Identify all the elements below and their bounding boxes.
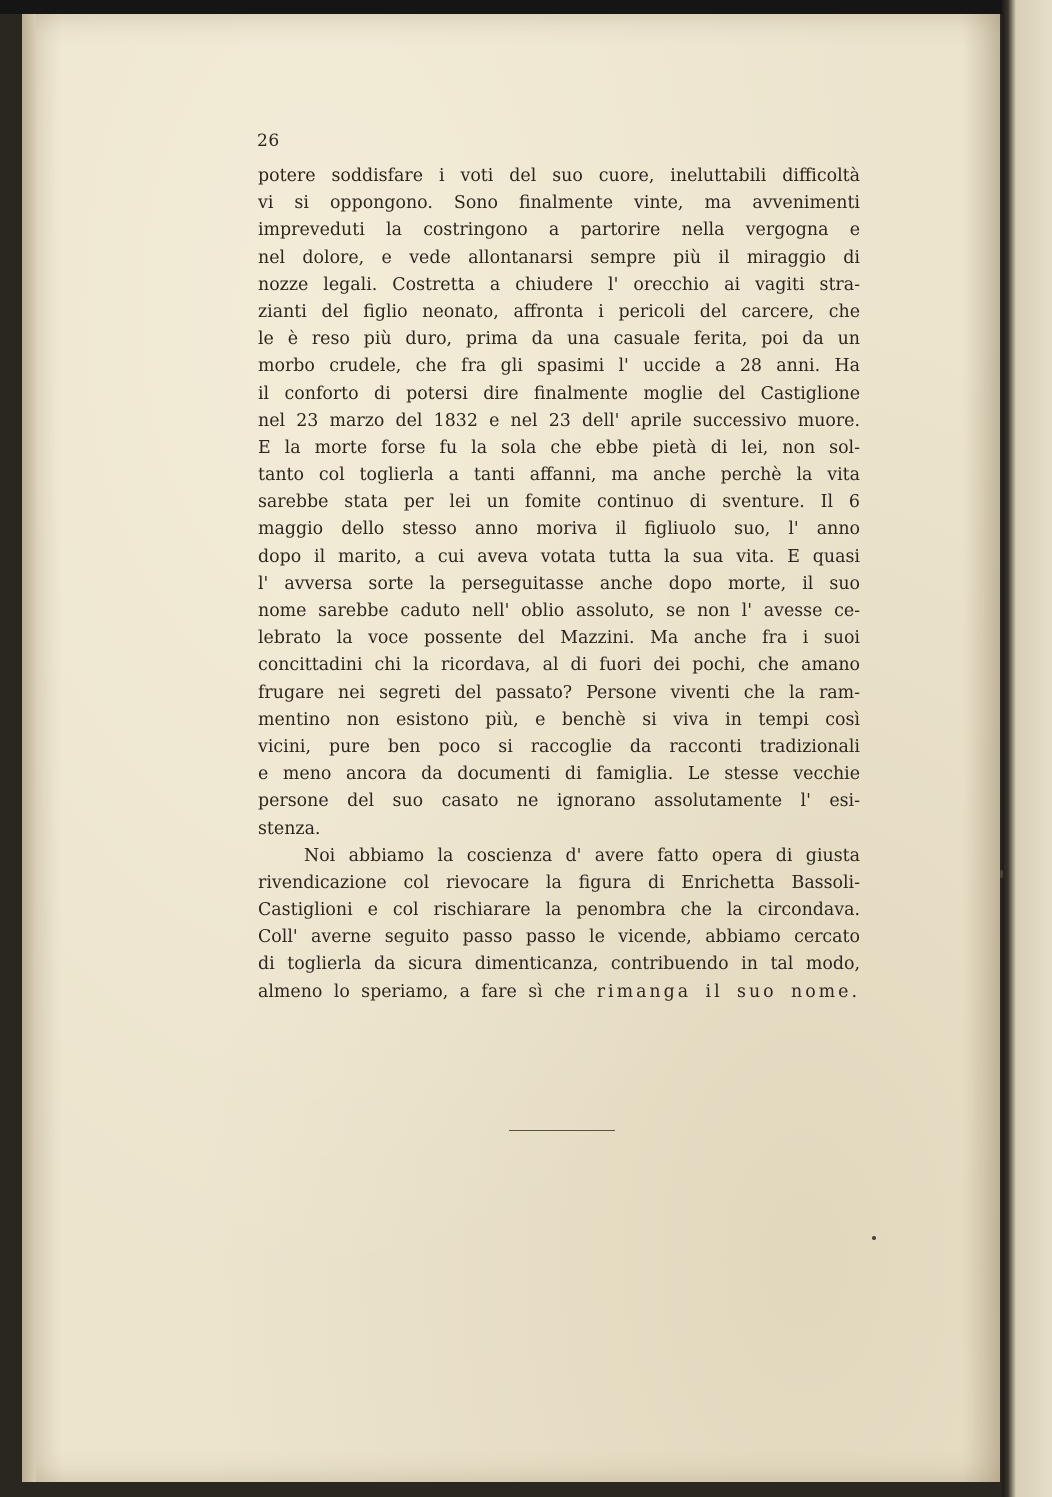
text-line: vi si oppongono. Sono finalmente vinte, ma avvenimenti: [258, 193, 860, 214]
text-line: E la morte forse fu la sola che ebbe pietà di lei, non sol-: [258, 437, 860, 458]
text-line: sarebbe stata per lei un fomite continuo di sventure. Il 6: [258, 492, 860, 513]
text-line: Coll' averne seguito passo passo le vicende, abbiamo cercato: [258, 927, 860, 948]
paragraph-1: [258, 163, 860, 843]
text-line: e meno ancora da documenti di famiglia. Le stesse vecchie: [258, 764, 860, 785]
text-line: l' avversa sorte la perseguitasse anche dopo morte, il suo: [258, 573, 860, 594]
text-line: stenza.: [258, 818, 321, 839]
text-line: impreveduti la costringono a partorire nella vergogna e: [258, 220, 860, 241]
text-line: Castiglioni e col rischiarare la penombra che la circondava.: [258, 900, 860, 921]
text-line: nozze legali. Costretta a chiudere l' orecchio ai vagiti stra-: [258, 274, 860, 295]
ink-speck: [872, 1236, 876, 1240]
text-line: vicini, pure ben poco si raccoglie da racconti tradizionali: [258, 736, 860, 757]
text-line: concittadini chi la ricordava, al di fuori dei pochi, che amano: [258, 655, 860, 676]
text-line: il conforto di potersi dire finalmente moglie del Castiglione: [258, 383, 860, 404]
page-left-edge: [22, 14, 36, 1482]
text-line: Noi abbiamo la coscienza d' avere fatto opera di giusta: [304, 845, 860, 866]
body-text: [258, 163, 860, 1006]
text-line: lebrato la voce possente del Mazzini. Ma anche fra i suoi: [258, 628, 860, 649]
text-line: maggio dello stesso anno moriva il figliuolo suo, l' anno: [258, 519, 860, 540]
text-line: tanto col toglierla a tanti affanni, ma anche perchè la vita: [258, 465, 860, 486]
text-line: zianti del figlio neonato, affronta i pericoli del carcere, che: [258, 301, 860, 322]
closing-line-emphasis: rimanga il suo nome.: [596, 981, 860, 1002]
text-line: rivendicazione col rievocare la figura di Enrichetta Bassoli-: [258, 872, 860, 893]
text-line: le è reso più duro, prima da una casuale ferita, poi da un: [258, 329, 860, 350]
text-line: persone del suo casato ne ignorano assolutamente l' esi-: [258, 791, 860, 812]
text-line: nome sarebbe caduto nell' oblio assoluto, se non l' avesse ce-: [258, 601, 860, 621]
page-number: 26: [257, 131, 280, 151]
closing-line: [258, 979, 860, 1006]
text-line: di toglierla da sicura dimenticanza, contribuendo in tal modo,: [258, 954, 860, 975]
closing-line-lead: almeno lo speriamo, a fare sì che: [258, 981, 586, 1002]
text-line: potere soddisfare i voti del suo cuore, ineluttabili difficoltà: [258, 166, 860, 186]
ink-speck: [1000, 870, 1003, 878]
text-line: morbo crudele, che fra gli spasimi l' uccide a 28 anni. Ha: [258, 356, 860, 377]
text-line: mentino non esistono più, e benchè si viva in tempi così: [258, 709, 860, 730]
paragraph-2: [258, 843, 860, 1006]
text-line: nel 23 marzo del 1832 e nel 23 dell' aprile successivo muore.: [258, 410, 860, 431]
end-rule-divider: [509, 1130, 615, 1131]
text-line: dopo il marito, a cui aveva votata tutta la sua vita. E quasi: [258, 546, 860, 567]
scan-top-border: [0, 0, 1052, 14]
text-line: nel dolore, e vede allontanarsi sempre più il miraggio di: [258, 247, 860, 268]
text-line: frugare nei segreti del passato? Persone viventi che la ram-: [258, 682, 860, 703]
facing-page-edge: [1002, 0, 1052, 1497]
